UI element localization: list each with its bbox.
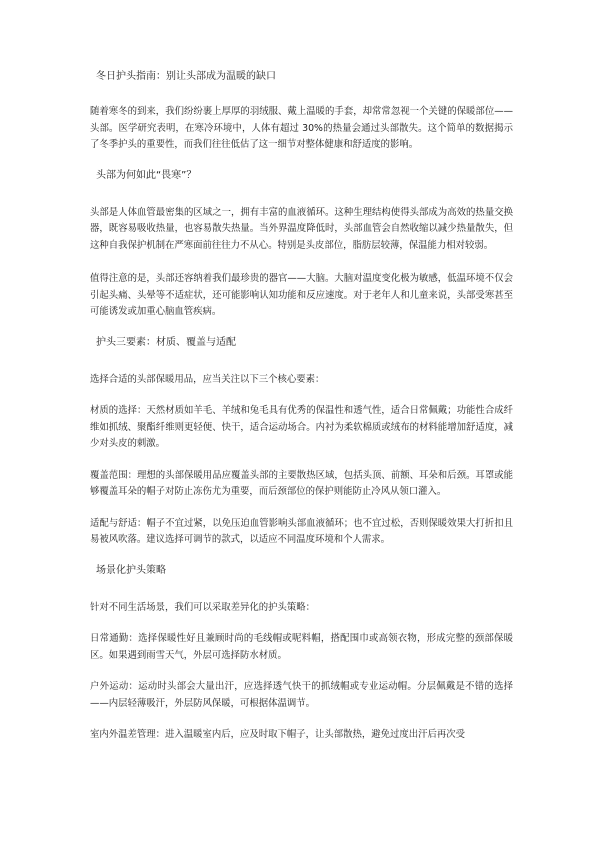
paragraph: 选择合适的头部保暖用品，应当关注以下三个核心要素： — [90, 373, 325, 385]
paragraph: 针对不同生活场景，我们可以采取差异化的护头策略： — [90, 601, 316, 613]
intro-paragraph: 随着寒冬的到来，我们纷纷裹上厚厚的羽绒服、戴上温暖的手套，却常常忽视一个关键的保暖部位——头部。医学研究表明，在寒冷环境中，人体有超过 30%的热量会通过头部散失。这个简单的数据揭示了冬季护头的重要性，而我们往往低估了这一细节对整体健康和舒适度的影响。 — [90, 106, 513, 150]
paragraph: 室内外温差管理：进入温暖室内后，应及时取下帽子，让头部散热，避免过度出汗后再次受 — [90, 729, 466, 740]
paragraph: 覆盖范围：理想的头部保暖用品应覆盖头部的主要散热区域，包括头顶、前额、耳朵和后颈。耳罩或能够覆盖耳朵的帽子对防止冻伤尤为重要，而后颈部位的保护则能防止冷风从领口灌入。 — [90, 469, 513, 497]
paragraph: 材质的选择：天然材质如羊毛、羊绒和兔毛具有优秀的保温性和透气性，适合日常佩戴；功能性合成纤维如抓绒、聚酯纤维则更轻便、快干，适合运动场合。内衬为柔软棉质或绒布的材料能增加舒适度，减少对头皮的刺激。 — [90, 405, 513, 449]
paragraph: 头部是人体血管最密集的区域之一，拥有丰富的血液循环。这种生理结构使得头部成为高效的热量交换器，既容易吸收热量，也容易散失热量。当外界温度降低时，头部血管会自然收缩以减少热量散失，但这种自我保护机制在严寒面前往往力不从心。特别是头皮部位，脂肪层较薄，保温能力相对较弱。 — [90, 206, 513, 251]
paragraph: 适配与舒适：帽子不宜过紧，以免压迫血管影响头部血液循环；也不宜过松，否则保暖效果大打折扣且易被风吹落。建议选择可调节的款式，以适应不同温度环境和个人需求。 — [90, 517, 513, 545]
section-heading-three-elements: 护头三要素：材质、覆盖与适配 — [96, 336, 236, 348]
section-heading-why-cold: 头部为何如此“畏寒”？ — [96, 169, 197, 181]
paragraph: 日常通勤：选择保暖性好且兼顾时尚的毛线帽或呢料帽，搭配围巾或高领衣物，形成完整的颈部保暖区。如果遇到雨雪天气，外层可选择防水材质。 — [90, 633, 513, 661]
paragraph: 值得注意的是，头部还容纳着我们最珍贵的器官——大脑。大脑对温度变化极为敏感，低温环境不仅会引起头痛、头晕等不适症状，还可能影响认知功能和反应速度。对于老年人和儿童来说，头部受寒甚至可能诱发或加重心脑血管疾病。 — [90, 273, 513, 317]
document-title: 冬日护头指南：别让头部成为温暖的缺口 — [96, 71, 276, 82]
section-heading-scenario-strategies: 场景化护头策略 — [96, 564, 166, 576]
paragraph: 户外运动：运动时头部会大量出汗，应选择透气快干的抓绒帽或专业运动帽。分层佩戴是不错的选择——内层轻薄吸汗，外层防风保暖，可根据体温调节。 — [90, 681, 513, 709]
